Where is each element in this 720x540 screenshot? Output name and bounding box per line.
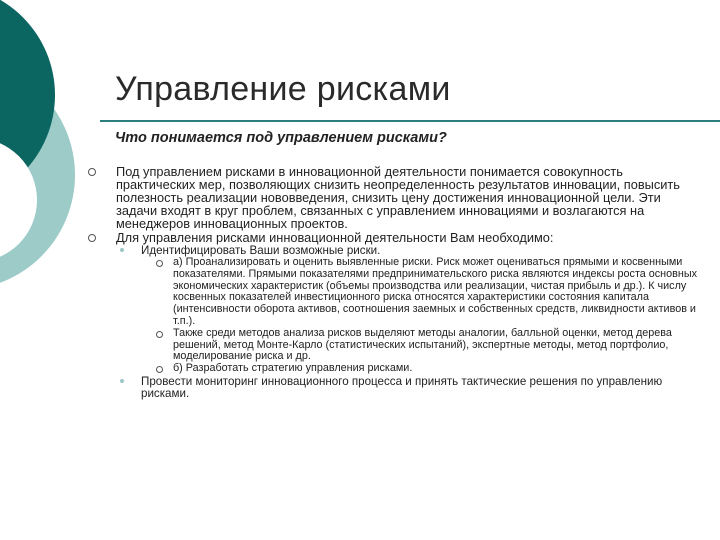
bullet-text: Под управлением рисками в инновационной деятельности понимается совокупность практических мер, позволяющих снизить неопределенность результатов инновации, повысить полезность реализации нововведения, снизить цену достижения инновационной цели. Эти задачи входят в круг проблем, связанных с управлением инновациями и возлагаются на менеджеров инновационных проектов. xyxy=(116,164,680,231)
hollow-bullet-icon xyxy=(156,366,163,373)
decorative-circles xyxy=(0,0,100,300)
dot-bullet-icon xyxy=(120,248,124,252)
bullet-intro xyxy=(88,231,700,244)
title-divider xyxy=(100,120,720,122)
hollow-bullet-icon xyxy=(156,331,163,338)
substep-strategy xyxy=(88,363,700,375)
substep-text: Также среди методов анализа рисков выделяют методы аналогии, балльной оценки, метод дерева решений, метод Монте-Карло (статистических испытаний), экспертные методы, метод портфолио, моделирование риска и др. xyxy=(173,326,672,363)
slide-content xyxy=(88,165,700,400)
bullet-text: Для управления рисками инновационной деятельности Вам необходимо: xyxy=(116,230,554,245)
step-text: Идентифицировать Ваши возможные риски. xyxy=(141,244,381,257)
hollow-bullet-icon xyxy=(156,260,163,267)
step-text: Провести мониторинг инновационного процесса и принять тактические решения по управлению рисками. xyxy=(141,374,663,400)
hollow-bullet-icon xyxy=(88,168,96,176)
substep-text: б) Разработать стратегию управления рисками. xyxy=(173,362,413,375)
substep-text: а) Проанализировать и оценить выявленные риски. Риск может оцениваться прямыми и косвенными показателями. Прямыми показателями предпринимательского риска являются индексы роста основных экономических характеристик (объемы производства или реализации, чистая прибыль и др.). К числу косвенных показателей инвестиционного риска относятся характеристики состояния капитала (интенсивности оборота активов, соотношения заемных и собственных средств, ликвидности активов и т.п.). xyxy=(173,256,698,327)
substep-analyze xyxy=(88,257,700,328)
slide-title: Управление рисками xyxy=(115,70,451,108)
slide-subtitle: Что понимается под управлением рисками? xyxy=(115,130,447,146)
substep-methods xyxy=(88,328,700,363)
dot-bullet-icon xyxy=(120,379,124,383)
bullet-definition xyxy=(88,165,700,230)
step-monitor xyxy=(88,376,700,400)
hollow-bullet-icon xyxy=(88,234,96,242)
